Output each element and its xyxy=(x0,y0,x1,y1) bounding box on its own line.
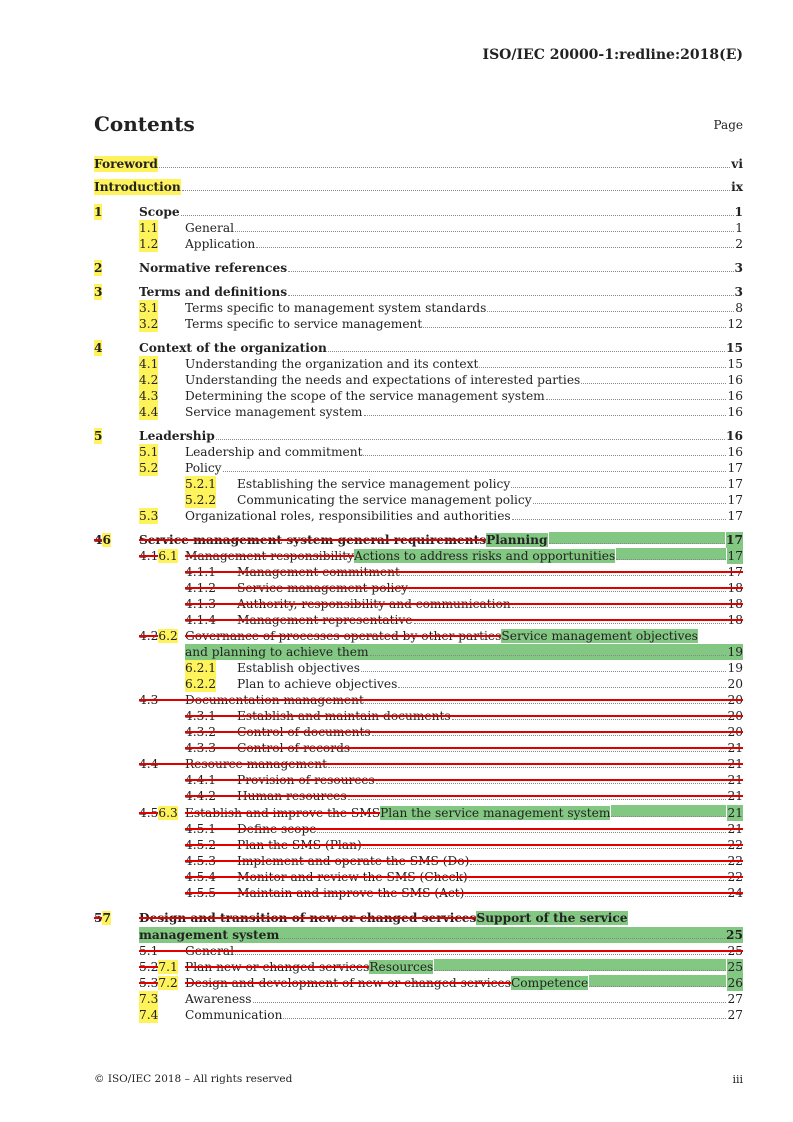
deletion-strike xyxy=(185,731,743,733)
toc-entry-7-3[interactable]: 7.3 Awareness 27 xyxy=(139,992,743,1006)
toc-entry-4-1-1-deleted xyxy=(94,564,743,580)
copyright-footer: © ISO/IEC 2018 – All rights reserved xyxy=(94,1073,293,1085)
toc-entry-1-1[interactable]: 1.1 General 1 xyxy=(139,221,743,235)
toc-entry-6-2[interactable]: 4.26.2 Governance of processes operated by other partiesService management objectives xyxy=(139,629,698,643)
toc-entry-3-2[interactable]: 3.2 Terms specific to service management 12 xyxy=(139,317,743,331)
toc-entry-7-1[interactable]: 5.27.1 Plan new or changed servicesResources 25 xyxy=(139,960,743,974)
toc-entry-7[interactable]: 57 Design and transition of new or changed servicesSupport of the service xyxy=(94,911,628,925)
contents-title: Contents xyxy=(94,112,195,136)
deletion-strike xyxy=(185,795,743,797)
toc-entry-5-2-1[interactable]: 5.2.1 Establishing the service management policy 17 xyxy=(185,477,743,491)
toc-entry-1[interactable]: 1 Scope 1 xyxy=(94,205,743,219)
toc-entry-3-1[interactable]: 3.1 Terms specific to management system standards 8 xyxy=(139,301,743,315)
toc-entry-4-5-1-deleted xyxy=(94,821,743,837)
toc-entry-4-1-2-deleted xyxy=(94,580,743,596)
toc-entry-6-2-2[interactable]: 6.2.2 Plan to achieve objectives 20 xyxy=(185,677,743,691)
deletion-strike xyxy=(139,763,743,765)
toc-entry-4-1-4-deleted xyxy=(94,612,743,628)
toc-entry-5-3[interactable]: 5.3 Organizational roles, responsibilities and authorities 17 xyxy=(139,509,743,523)
toc-entry-5-1[interactable]: 5.1 Leadership and commitment 16 xyxy=(139,445,743,459)
toc-entry-7-2[interactable]: 5.37.2 Design and development of new or changed servicesCompetence 26 xyxy=(139,976,743,990)
deletion-strike xyxy=(139,699,743,701)
toc-entry-4-3-1-deleted xyxy=(94,708,743,724)
deletion-strike xyxy=(185,828,743,830)
toc-entry-5[interactable]: 5 Leadership 16 xyxy=(94,429,743,443)
toc-entry-4-4-2-deleted xyxy=(94,788,743,804)
toc-entry-7-4[interactable]: 7.4 Communication 27 xyxy=(139,1008,743,1022)
toc-entry-4-4-1-deleted xyxy=(94,772,743,788)
toc-entry-4-3-deleted xyxy=(94,692,743,708)
toc-entry-7-cont[interactable]: management system 25 xyxy=(139,928,743,942)
toc-entry-4-5-5-deleted xyxy=(94,885,743,901)
deletion-strike xyxy=(185,587,743,589)
toc-entry-1-2[interactable]: 1.2 Application 2 xyxy=(139,237,743,251)
toc-entry-2[interactable]: 2 Normative references 3 xyxy=(94,261,743,275)
deletion-strike xyxy=(139,950,743,952)
toc-entry-6[interactable]: 46 Service management system general requirementsPlanning 17 xyxy=(94,533,743,547)
toc-entry-4[interactable]: 4 Context of the organization 15 xyxy=(94,341,743,355)
toc-entry-5-2-2[interactable]: 5.2.2 Communicating the service management policy 17 xyxy=(185,493,743,507)
deletion-strike xyxy=(185,747,743,749)
deletion-strike xyxy=(185,860,743,862)
toc-entry-6-2-1[interactable]: 6.2.1 Establish objectives 19 xyxy=(185,661,743,675)
toc-entry-4-2[interactable]: 4.2 Understanding the needs and expectations of interested parties 16 xyxy=(139,373,743,387)
toc-entry-5-1-deleted xyxy=(94,943,743,959)
page-number: iii xyxy=(732,1073,743,1086)
deletion-strike xyxy=(185,603,743,605)
toc-entry-6-3[interactable]: 4.56.3 Establish and improve the SMSPlan the service management system 21 xyxy=(139,806,743,820)
deletion-strike xyxy=(185,779,743,781)
toc-entry-6-1[interactable]: 4.16.1 Management responsibilityActions to address risks and opportunities 17 xyxy=(139,549,743,563)
deletion-strike xyxy=(185,876,743,878)
toc-entry-3[interactable]: 3 Terms and definitions 3 xyxy=(94,285,743,299)
toc-entry-foreword[interactable]: Foreword vi xyxy=(94,157,743,171)
toc-entry-5-2[interactable]: 5.2 Policy 17 xyxy=(139,461,743,475)
deletion-strike xyxy=(185,619,743,621)
toc-entry-4-1[interactable]: 4.1 Understanding the organization and its context 15 xyxy=(139,357,743,371)
page-column-label: Page xyxy=(713,118,743,132)
toc-entry-4-3-3-deleted xyxy=(94,740,743,756)
deletion-strike xyxy=(185,715,743,717)
toc-entry-4-4[interactable]: 4.4 Service management system 16 xyxy=(139,405,743,419)
toc-entry-6-2-cont[interactable]: and planning to achieve them 19 xyxy=(185,645,743,659)
toc-entry-introduction[interactable]: Introduction ix xyxy=(94,180,743,194)
toc-entry-4-5-3-deleted xyxy=(94,853,743,869)
deletion-strike xyxy=(185,844,743,846)
deletion-strike xyxy=(185,571,743,573)
toc-entry-4-5-4-deleted xyxy=(94,869,743,885)
toc-entry-4-1-3-deleted xyxy=(94,596,743,612)
toc-entry-4-3-2-deleted xyxy=(94,724,743,740)
toc-entry-4-3[interactable]: 4.3 Determining the scope of the service management system 16 xyxy=(139,389,743,403)
toc-entry-4-4-deleted xyxy=(94,756,743,772)
running-header: ISO/IEC 20000-1:redline:2018(E) xyxy=(482,47,743,63)
deletion-strike xyxy=(185,892,743,894)
toc-entry-4-5-2-deleted xyxy=(94,837,743,853)
